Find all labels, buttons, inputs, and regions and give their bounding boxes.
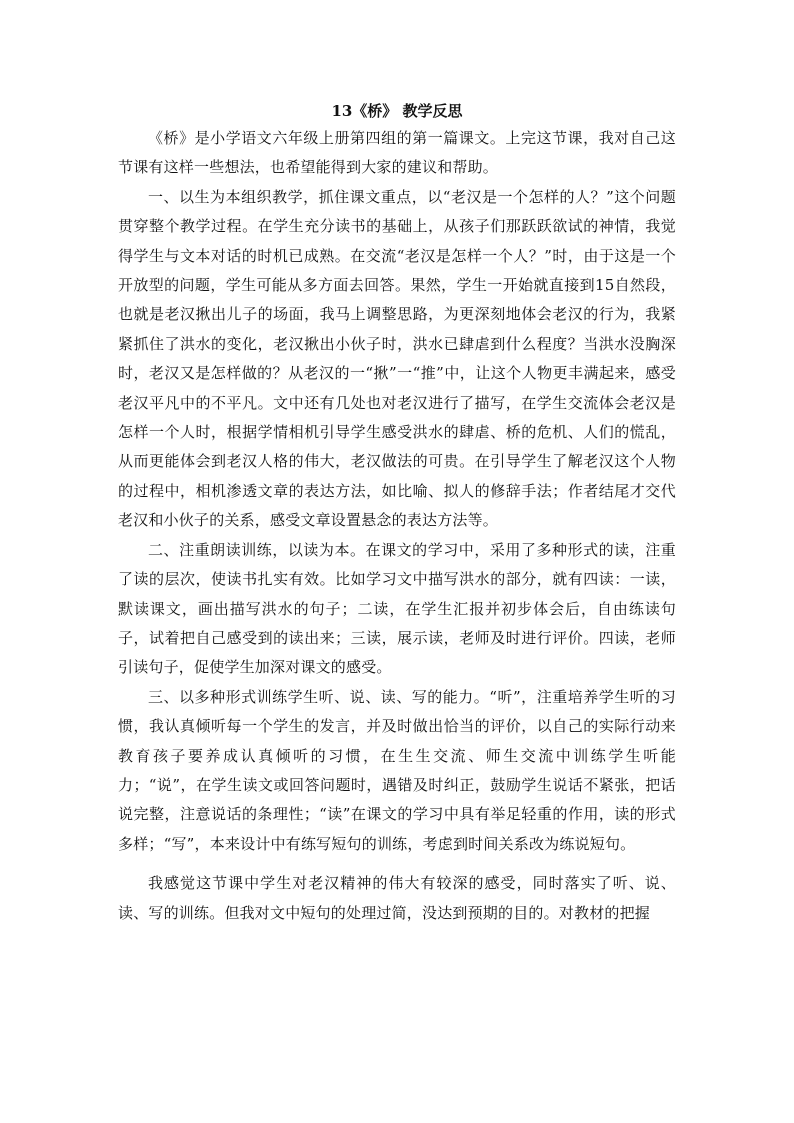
paragraph-intro: 《桥》是小学语文六年级上册第四组的第一篇课文。上完这节课，我对自己这节课有这样一些想法，也希望能得到大家的建议和帮助。 xyxy=(118,129,676,177)
paragraph-point-one: 一、以生为本组织教学，抓住课文重点，以“老汉是一个怎样的人？”这个问题贯穿整个教学过程。在学生充分读书的基础上，从孩子们那跃跃欲试的神情，我觉得学生与文本对话的时机已成熟。在交流“老汉是怎样一个人？”时，由于这是一个开放型的问题，学生可能从多方面去回答。果然，学生一开始就直接到15自然段，也就是老汉揪出儿子的场面，我马上调整思路，为更深刻地体会老汉的行为，我紧紧抓住了洪水的变化，老汉揪出小伙子时，洪水已肆虐到什么程度？当洪水没胸深时，老汉又是怎样做的？从老汉的一“揪”一“推”中，让这个人物更丰满起来，感受老汉平凡中的不平凡。文中还有几处也对老汉进行了描写，在学生交流体会老汉是怎样一个人时，根据学情相机引导学生感受洪水的肆虐、桥的危机、人们的慌乱，从而更能体会到老汉人格的伟大，老汉做法的可贵。在引导学生了解老汉这个人物的过程中，相机渗透文章的表达方法，如比喻、拟人的修辞手法；作者结尾才交代老汉和小伙子的关系，感受文章设置悬念的表达方法等。 xyxy=(118,187,676,530)
paragraph-point-two: 二、注重朗读训练，以读为本。在课文的学习中，采用了多种形式的读，注重了读的层次，使读书扎实有效。比如学习文中描写洪水的部分，就有四读：一读，默读课文，画出描写洪水的句子；二读，在学生汇报并初步体会后，自由练读句子，试着把自己感受到的读出来；三读，展示读，老师及时进行评价。四读，老师引读句子，促使学生加深对课文的感受。 xyxy=(118,540,676,677)
document-body xyxy=(118,100,676,928)
document-title: 13《桥》 教学反思 xyxy=(331,102,463,120)
paragraph-point-three: 三、以多种形式训练学生听、说、读、写的能力。“听”，注重培养学生听的习惯，我认真倾听每一个学生的发言，并及时做出恰当的评价，以自己的实际行动来教育孩子要养成认真倾听的习惯，在生生交流、师生交流中训练学生听能力；“说”，在学生读文或回答问题时，遇错及时纠正，鼓励学生说话不紧张，把话说完整，注意说话的条理性；“读”在课文的学习中具有举足轻重的作用，读的形式多样；“写”，本来设计中有练写短句的训练，考虑到时间关系改为练说短句。 xyxy=(118,687,676,853)
paragraph-summary: 我感觉这节课中学生对老汉精神的伟大有较深的感受，同时落实了听、说、读、写的训练。但我对文中短句的处理过简，没达到预期的目的。对教材的把握 xyxy=(118,874,676,922)
